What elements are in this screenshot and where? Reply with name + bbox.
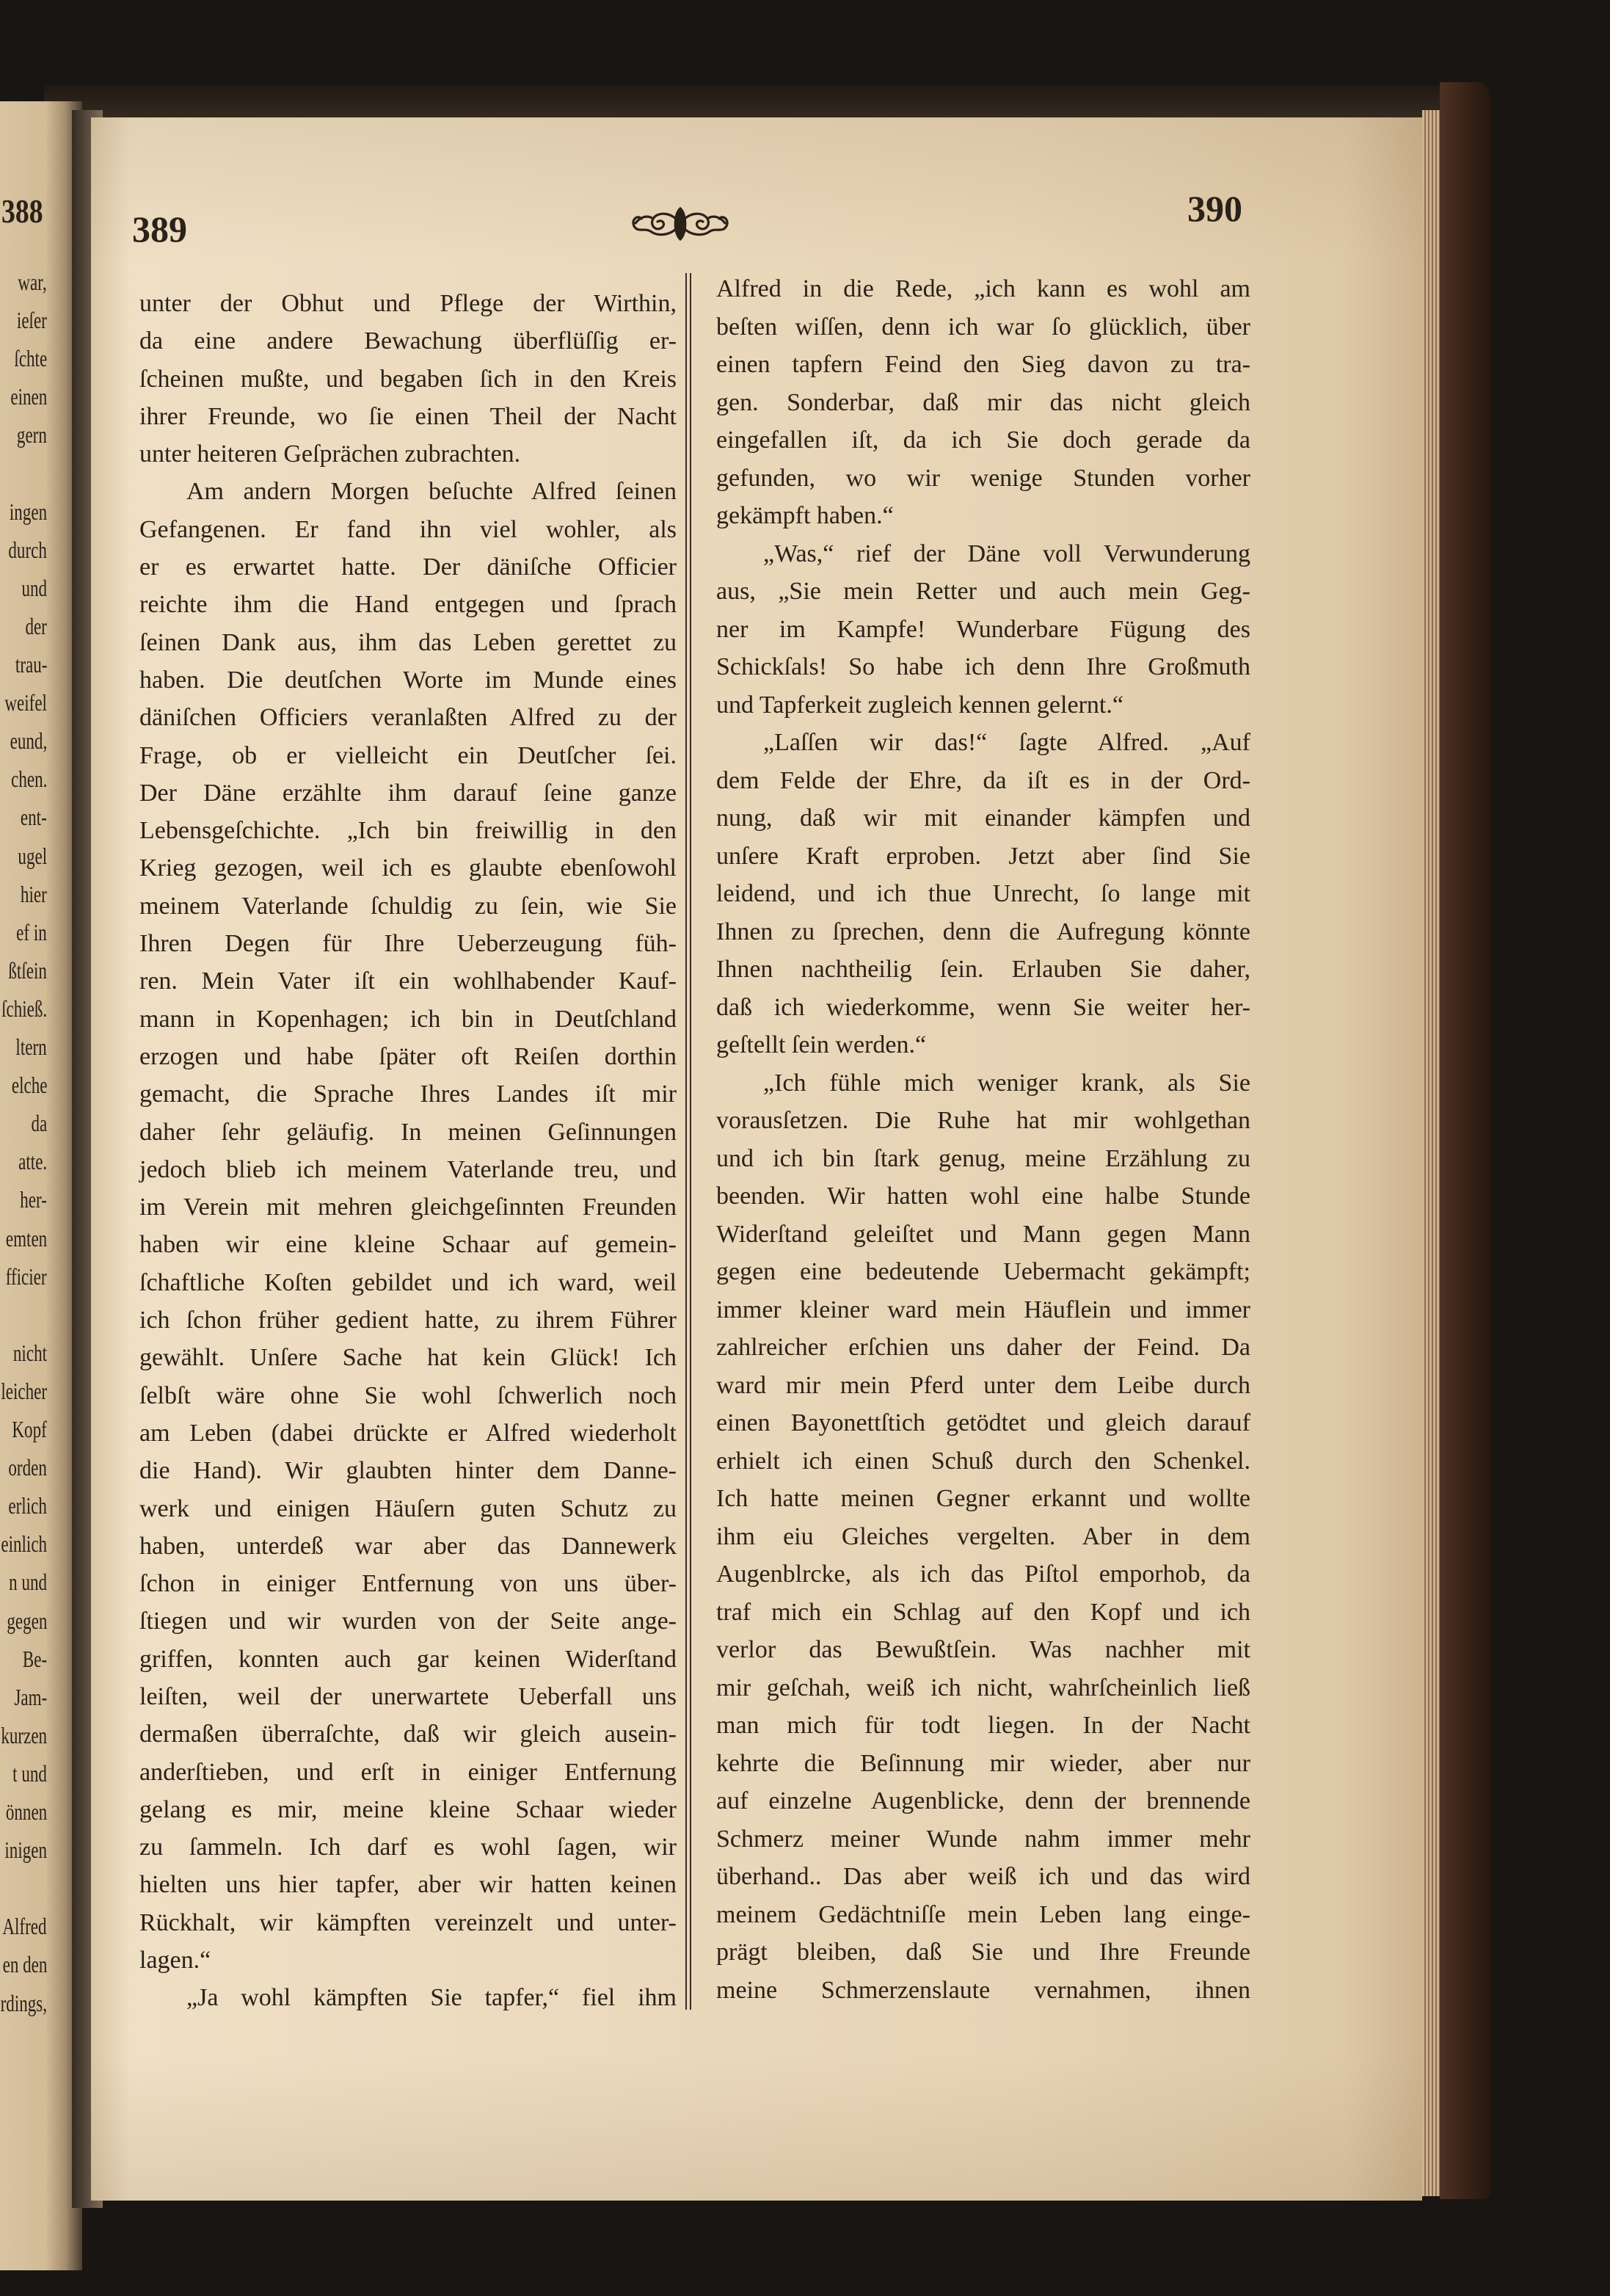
left-page-line-end: einen <box>10 383 47 410</box>
page-number-left: 389 <box>132 208 187 250</box>
left-page-line-end: weifel <box>4 689 47 716</box>
text-line: ſchaftliche Koſten gebildet und ich ward, weil <box>139 1268 677 1296</box>
text-line: Der Däne erzählte ihm darauf ſeine ganze <box>139 779 677 807</box>
text-line: haben. Die deutſchen Worte im Munde eines <box>139 666 677 694</box>
left-page-line-end: Be- <box>22 1645 47 1672</box>
left-page-line-end: gegen <box>6 1607 47 1634</box>
left-page-line-end: nicht <box>12 1339 47 1366</box>
paragraph <box>716 724 1250 1064</box>
left-page-line-end: chen. <box>10 766 47 793</box>
text-line: daher ſehr geläufig. In meinen Geſinnungen <box>139 1118 677 1146</box>
left-page-line-end: n und <box>9 1569 47 1596</box>
text-line: mir geſchah, weiß ich nicht, wahrſcheinlich ließ <box>716 1674 1250 1701</box>
text-line: Widerſtand geleiſtet und Mann gegen Mann <box>716 1220 1250 1248</box>
text-line: gewählt. Unſere Sache hat kein Glück! Ich <box>139 1344 677 1372</box>
left-page-line-end: und <box>21 574 47 601</box>
text-line: Am andern Morgen beſuchte Alfred ſeinen <box>186 478 677 506</box>
text-line: beenden. Wir hatten wohl eine halbe Stunde <box>716 1182 1250 1210</box>
left-page-line-end: ieſer <box>17 307 47 334</box>
text-line: und ich bin ſtark genug, meine Erzählung zu <box>716 1144 1250 1172</box>
text-line: mann in Kopenhagen; ich bin in Deutſchland <box>139 1005 677 1033</box>
text-line: immer kleiner ward mein Häuflein und immer <box>716 1296 1250 1323</box>
left-page-line-end: Kopf <box>12 1416 47 1442</box>
text-line: unter der Obhut und Pflege der Wirthin, <box>139 290 677 317</box>
text-line: Rückhalt, wir kämpften vereinzelt und unter- <box>139 1908 677 1936</box>
text-line: Augenblrcke, als ich das Piſtol emporhob, da <box>716 1561 1250 1588</box>
text-line: Ich hatte meinen Gegner erkannt und wollte <box>716 1485 1250 1512</box>
text-column-left <box>139 285 677 2017</box>
text-line: einen tapfern Feind den Sieg davon zu tra- <box>716 351 1250 378</box>
text-line: einen Bayonettſtich getödtet und gleich darauf <box>716 1409 1250 1436</box>
text-line: „Was,“ rief der Däne voll Verwunderung <box>763 540 1250 567</box>
text-line: Alfred in die Rede, „ich kann es wohl am <box>716 275 1250 302</box>
text-line: gemacht, die Sprache Ihres Landes iſt mir <box>139 1080 677 1108</box>
left-page-line-end: ef in <box>16 918 47 945</box>
text-line: Schickſals! So habe ich denn Ihre Großmuth <box>716 653 1250 680</box>
scroll-ornament-icon <box>625 204 735 244</box>
text-line: „Ich fühle mich weniger krank, als Sie <box>763 1069 1250 1097</box>
left-page-fragment <box>0 101 82 2270</box>
text-line: griffen, konnten auch gar keinen Widerſtand <box>139 1645 677 1673</box>
text-line: ward mir mein Pferd unter dem Leibe durch <box>716 1371 1250 1399</box>
left-page-line-end: inigen <box>4 1837 47 1864</box>
text-line: ſelbſt wäre ohne Sie wohl ſchwerlich noch <box>139 1381 677 1409</box>
text-line: erhielt ich einen Schuß durch den Schenkel. <box>716 1447 1250 1475</box>
left-page-line-end: elche <box>11 1072 47 1099</box>
left-page-line-end: Jam- <box>14 1683 47 1710</box>
left-page-line-end: trau- <box>15 651 47 677</box>
text-line: überhand.. Das aber weiß ich und das wird <box>716 1863 1250 1890</box>
text-line: unter heiteren Geſprächen zubrachten. <box>139 440 521 468</box>
left-page-line-ends <box>0 263 48 2068</box>
text-line: ſchon in einiger Entfernung von uns über- <box>139 1570 677 1598</box>
text-line: zu ſammeln. Ich darf es wohl ſagen, wir <box>139 1834 677 1861</box>
book-page <box>91 117 1422 2201</box>
text-line: zahlreicher erſchien uns daher der Feind. Da <box>716 1334 1250 1361</box>
paragraph <box>716 270 1250 535</box>
text-line: dermaßen überraſchte, daß wir gleich ausein- <box>139 1721 677 1748</box>
text-line: dem Felde der Ehre, da iſt es in der Ord- <box>716 766 1250 794</box>
left-page-line-end: hier <box>21 880 47 907</box>
left-page-line-end: der <box>25 612 47 639</box>
text-line: Schmerz meiner Wunde nahm immer mehr <box>716 1825 1250 1853</box>
paragraph <box>139 285 677 473</box>
text-line: am Leben (dabei drückte er Alfred wiederholt <box>139 1419 677 1447</box>
left-page-line-end: ltern <box>15 1033 47 1060</box>
left-page-line-end: gern <box>17 421 47 448</box>
left-page-line-end: ent- <box>21 804 47 831</box>
text-line: daß ich wiederkomme, wenn Sie weiter her- <box>716 993 1250 1021</box>
text-line: Ihnen zu ſprechen, denn die Aufregung könnte <box>716 918 1250 945</box>
text-line: leiſten, weil der unerwartete Ueberfall uns <box>139 1682 677 1710</box>
text-line: unſere Kraft erproben. Jetzt aber ſind Sie <box>716 842 1250 870</box>
text-line: beſten wiſſen, denn ich war ſo glücklich, über <box>716 313 1250 341</box>
book-cover-edge <box>1440 82 1491 2199</box>
text-line: gelang es mir, meine kleine Schaar wieder <box>139 1795 677 1823</box>
left-page-line-end: kurzen <box>1 1721 47 1748</box>
left-page-line-end: rdings, <box>0 1989 47 2016</box>
text-line: verlor das Bewußtſein. Was nachher mit <box>716 1636 1250 1663</box>
text-column-right <box>716 270 1250 2009</box>
left-page-line-end: da <box>31 1110 47 1137</box>
paragraph <box>716 1064 1250 2010</box>
left-page-line-end: önnen <box>5 1798 47 1825</box>
left-page-line-end: ſchte <box>14 345 47 372</box>
left-page-line-end: emten <box>5 1224 47 1251</box>
text-line: däniſchen Officiers veranlaßten Alfred zu der <box>139 704 677 732</box>
text-line: meine Schmerzenslaute vernahmen, ihnen <box>716 1976 1250 2004</box>
text-line: meinem Gedächtniſſe mein Leben lang einge- <box>716 1900 1250 1928</box>
text-line: gegen eine bedeutende Uebermacht gekämpft; <box>716 1258 1250 1285</box>
text-line: kehrte die Beſinnung mir wieder, aber nur <box>716 1749 1250 1777</box>
text-line: jedoch blieb ich meinem Vaterlande treu, und <box>139 1155 677 1183</box>
left-page-line-end: ugel <box>18 842 47 869</box>
text-line: gekämpft haben.“ <box>716 502 894 529</box>
text-line: meinem Vaterlande ſchuldig zu ſein, wie Sie <box>139 892 677 920</box>
text-line: Krieg gezogen, weil ich es glaubte ebenſowohl <box>139 854 677 882</box>
paragraph <box>139 1979 677 2016</box>
text-line: er es erwartet hatte. Der däniſche Officier <box>139 553 677 581</box>
text-line: da eine andere Bewachung überflüſſig er- <box>139 327 677 355</box>
text-line: Ihnen nachtheilig ſein. Erlauben Sie daher, <box>716 956 1250 983</box>
text-line: nung, daß wir mit einander kämpfen und <box>716 804 1250 832</box>
text-line: im Verein mit mehren gleichgeſinnten Freunden <box>139 1194 677 1221</box>
text-line: Lebensgeſchichte. „Ich bin freiwillig in den <box>139 817 677 845</box>
left-page-line-end: en den <box>2 1951 47 1978</box>
text-line: werk und einigen Häuſern guten Schutz zu <box>139 1494 677 1522</box>
text-line: reichte ihm die Hand entgegen und ſprach <box>139 591 677 619</box>
text-line: und Tapferkeit zugleich kennen gelernt.“ <box>716 691 1123 719</box>
left-page-line-end: fficier <box>6 1263 47 1290</box>
text-line: Ihren Degen für Ihre Ueberzeugung füh- <box>139 930 677 958</box>
text-line: Frage, ob er vielleicht ein Deutſcher ſei. <box>139 741 677 769</box>
left-page-line-end: her- <box>20 1186 47 1213</box>
text-line: auf einzelne Augenblicke, denn der brennende <box>716 1787 1250 1814</box>
left-page-line-end: erlich <box>8 1492 47 1519</box>
text-line: „Laſſen wir das!“ ſagte Alfred. „Auf <box>763 729 1250 756</box>
text-line: haben wir eine kleine Schaar auf gemein- <box>139 1231 677 1259</box>
left-page-line-end: atte. <box>18 1148 47 1175</box>
left-page-line-end: einlich <box>1 1530 47 1558</box>
left-page-line-end: ſchieß. <box>1 995 47 1022</box>
text-line: vorausſetzen. Die Ruhe hat mir wohlgethan <box>716 1107 1250 1134</box>
left-page-line-end: ingen <box>9 498 47 525</box>
left-page-line-end: leicher <box>1 1377 47 1404</box>
text-line: Gefangenen. Er fand ihn viel wohler, als <box>139 515 677 543</box>
text-line: ich ſchon früher gedient hatte, zu ihrem Führer <box>139 1307 677 1334</box>
text-line: man mich für todt liegen. In der Nacht <box>716 1712 1250 1739</box>
text-line: eingefallen iſt, da ich Sie doch gerade da <box>716 426 1250 454</box>
column-divider <box>685 273 691 2010</box>
text-line: geſtellt ſein werden.“ <box>716 1031 927 1058</box>
text-line: leidend, und ich thue Unrecht, ſo lange mit <box>716 880 1250 907</box>
text-line: ren. Mein Vater iſt ein wohlhabender Kauf- <box>139 967 677 995</box>
paragraph <box>139 473 677 1979</box>
text-line: traf mich ein Schlag auf den Kopf und ich <box>716 1598 1250 1626</box>
text-line: ſcheinen mußte, und begaben ſich in den Kreis <box>139 365 677 393</box>
text-line: ſtiegen und wir wurden von der Seite ange- <box>139 1607 677 1635</box>
text-line: ihm eiu Gleiches vergelten. Aber in dem <box>716 1522 1250 1550</box>
left-page-line-end: eund, <box>10 727 47 755</box>
left-page-line-end: war, <box>18 269 47 295</box>
text-line: die Hand). Wir glaubten hinter dem Danne- <box>139 1457 677 1485</box>
text-line: gen. Sonderbar, daß mir das nicht gleich <box>716 388 1250 416</box>
text-line: hielten uns hier tapfer, aber wir hatten keinen <box>139 1871 677 1899</box>
left-page-line-end: orden <box>8 1454 47 1481</box>
left-page-line-end: Alfred <box>2 1913 47 1940</box>
paragraph <box>716 535 1250 724</box>
text-line: prägt bleiben, daß Sie und Ihre Freunde <box>716 1939 1250 1966</box>
text-line: lagen.“ <box>139 1947 211 1975</box>
text-line: anderſtieben, und erſt in einiger Entfernung <box>139 1758 677 1786</box>
left-page-number: 388 <box>1 192 43 230</box>
text-line: ihrer Freunde, wo ſie einen Theil der Nacht <box>139 402 677 430</box>
text-line: ner im Kampfe! Wunderbare Fügung des <box>716 615 1250 643</box>
left-page-line-end: ßtſein <box>8 956 47 984</box>
text-line: gefunden, wo wir wenige Stunden vorher <box>716 464 1250 492</box>
text-line: haben, unterdeß war aber das Dannewerk <box>139 1532 677 1560</box>
page-number-right: 390 <box>1187 188 1242 229</box>
text-line: ſeinen Dank aus, ihm das Leben gerettet zu <box>139 628 677 656</box>
text-line: erzogen und habe ſpäter oft Reiſen dorthin <box>139 1042 677 1070</box>
text-line: aus, „Sie mein Retter und auch mein Geg- <box>716 578 1250 605</box>
text-line: „Ja wohl kämpften Sie tapfer,“ fiel ihm <box>186 1984 677 2012</box>
left-page-line-end: t und <box>12 1759 47 1787</box>
left-page-line-end: durch <box>8 536 47 563</box>
